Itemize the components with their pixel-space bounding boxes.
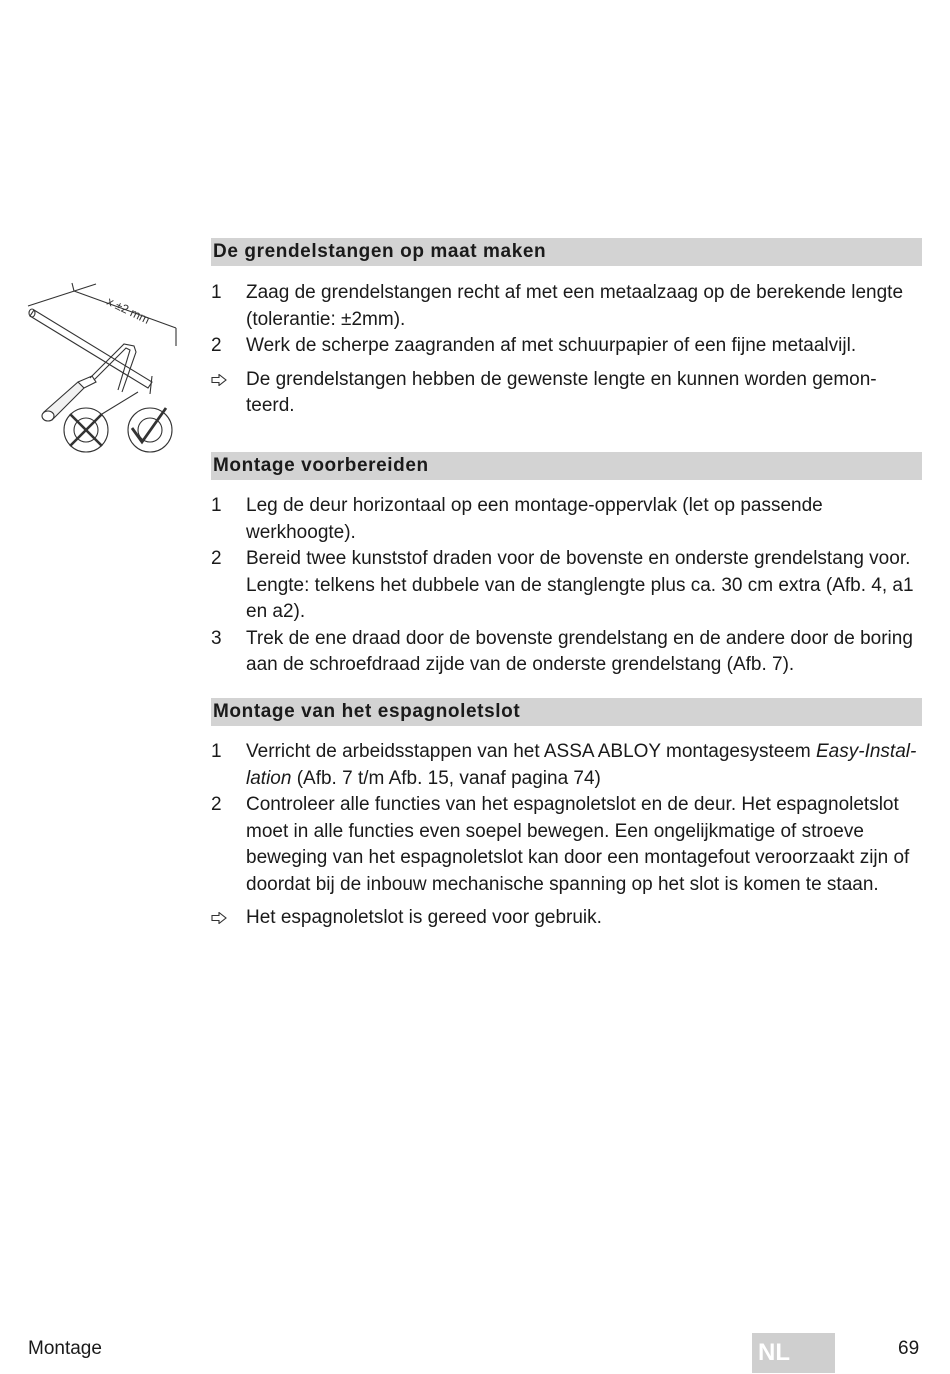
result-arrow-icon <box>211 912 227 924</box>
step-list-voorbereiden <box>211 493 922 679</box>
list-item: 2 Bereid twee kunststof draden voor de bovenste en onderste grendelstang voor. Lengte: telkens het dubbele van de stanglengte plus ca. 30 cm extra (Afb. 4, a1 en a2). <box>211 548 914 622</box>
list-item: 1 Zaag de grendelstangen recht af met een metaalzaag op de berekende lengte (tolerantie: ±2mm). <box>211 282 904 330</box>
dimension-label: x ±2 mm <box>104 294 153 327</box>
page-number: 69 <box>898 1338 920 1359</box>
list-item: 1 Leg de deur horizontaal op een montage-oppervlak (let op passende werkhoogte). <box>211 495 823 543</box>
language-badge: NL <box>752 1333 835 1373</box>
section-title-grendelstangen: De grendelstangen op maat maken <box>211 238 922 266</box>
system-name: Easy-Instal-lation <box>246 741 917 789</box>
step-list-grendelstangen <box>211 280 922 420</box>
list-item: 2 Werk de scherpe zaagranden af met schuurpapier of een fijne metaalvijl. <box>211 335 857 356</box>
footer-section-label: Montage <box>28 1338 102 1359</box>
list-item: 3 Trek de ene draad door de bovenste grendelstang en de andere door de boring aan de schroefdraad zijde van de onderste grendelstang (Afb. 7). <box>211 627 913 675</box>
section-title-espagnoletslot: Montage van het espagnoletslot <box>211 698 922 726</box>
result-arrow-icon <box>211 374 227 386</box>
result-item: De grendelstangen hebben de gewenste lengte en kunnen worden gemon-teerd. <box>211 367 922 420</box>
section-title-voorbereiden: Montage voorbereiden <box>211 452 922 480</box>
result-item: Het espagnoletslot is gereed voor gebruik. <box>211 905 922 932</box>
step-list-espagnoletslot <box>211 739 922 932</box>
list-item: 1 Verricht de arbeidsstappen van het ASSA ABLOY montagesysteem Easy-Instal-lation (Afb. 7 t/m Afb. 15, vanaf pagina 74) <box>211 741 917 789</box>
saw-cutting-illustration <box>26 282 196 457</box>
list-item: 2 Controleer alle functies van het espagnoletslot en de deur. Het espagnoletslot moet in alle functies even soepel bewegen. Een ongelijkmatige of stroeve beweging van het espagnoletslot kan door een montagefout veroorzaakt zijn of doordat bij de inbouw mechanische spanning op het slot is komen te staan. <box>211 794 910 895</box>
